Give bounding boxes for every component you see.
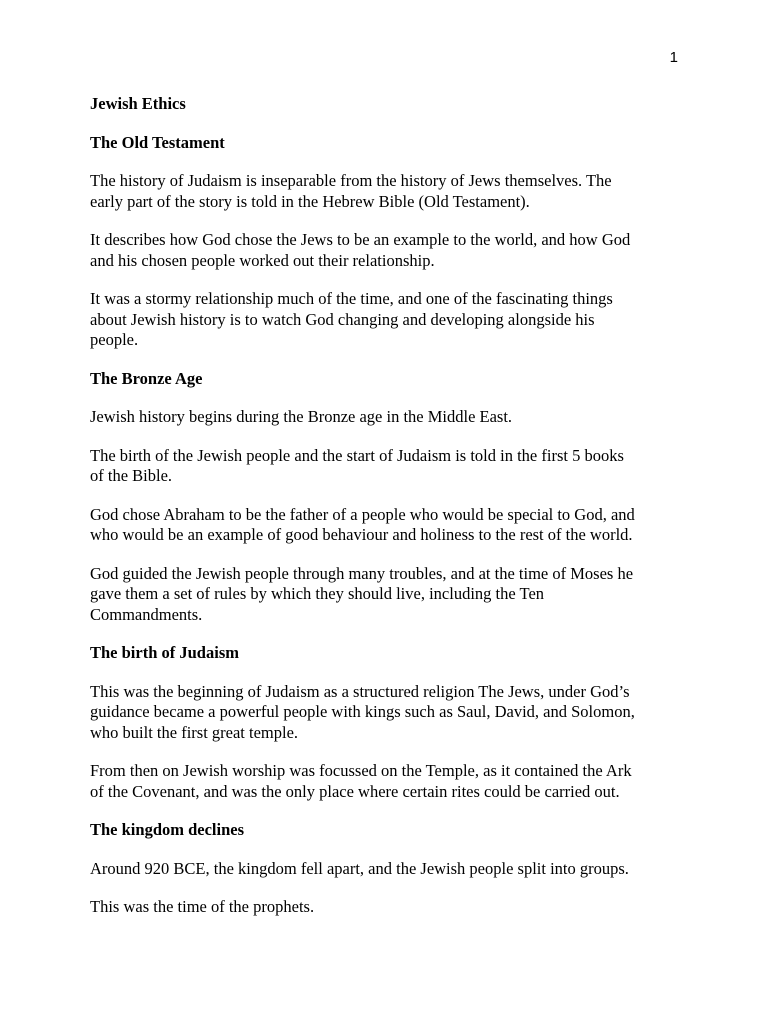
- section-heading: [90, 133, 690, 154]
- text-line: The Bronze Age: [90, 368, 203, 388]
- text-line: early part of the story is told in the Hebrew Bible (Old Testament).: [90, 191, 530, 211]
- text-line: who would be an example of good behaviour and holiness to the rest of the world.: [90, 525, 633, 544]
- text-line: This was the time of the prophets.: [90, 897, 315, 916]
- text-line: gave them a set of rules by which they should live, including the Ten: [90, 584, 545, 603]
- paragraph: [90, 682, 690, 744]
- text-line: and his chosen people worked out their relationship.: [90, 250, 435, 270]
- paragraph: [90, 564, 690, 626]
- text-line: God guided the Jewish people through many troubles, and at the time of Moses he: [90, 563, 634, 583]
- text-line: The history of Judaism is inseparable from the history of Jews themselves. The: [90, 171, 612, 190]
- text-line: Around 920 BCE, the kingdom fell apart, and the Jewish people split into groups.: [90, 858, 629, 878]
- paragraph: [90, 859, 690, 880]
- text-line: Jewish Ethics: [90, 94, 186, 113]
- text-line: who built the first great temple.: [90, 722, 299, 742]
- text-line: This was the beginning of Judaism as a structured religion The Jews, under God’s: [90, 681, 630, 701]
- paragraph: [90, 407, 690, 428]
- paragraph: [90, 171, 690, 212]
- text-line: guidance became a powerful people with kings such as Saul, David, and Solomon,: [90, 702, 635, 721]
- paragraph: [90, 897, 690, 918]
- text-line: The Old Testament: [90, 132, 225, 152]
- text-line: From then on Jewish worship was focussed on the Temple, as it contained the Ark: [90, 761, 632, 780]
- paragraph: [90, 505, 690, 546]
- section-heading: [90, 369, 690, 390]
- text-line: The kingdom declines: [90, 820, 245, 839]
- document-body: [90, 94, 690, 936]
- text-line: Jewish history begins during the Bronze age in the Middle East.: [90, 407, 513, 426]
- text-line: The birth of the Jewish people and the start of Judaism is told in the first 5 books: [90, 445, 624, 465]
- paragraph: [90, 230, 690, 271]
- text-line: Commandments.: [90, 604, 203, 624]
- text-line: of the Covenant, and was the only place where certain rites could be carried out.: [90, 781, 620, 801]
- text-line: God chose Abraham to be the father of a people who would be special to God, and: [90, 504, 635, 524]
- text-line: It was a stormy relationship much of the time, and one of the fascinating things: [90, 289, 613, 308]
- paragraph: [90, 289, 690, 351]
- text-line: It describes how God chose the Jews to be an example to the world, and how God: [90, 230, 631, 249]
- text-line: The birth of Judaism: [90, 643, 239, 662]
- page-number: 1: [669, 49, 678, 66]
- text-line: of the Bible.: [90, 466, 173, 485]
- section-heading: [90, 820, 690, 841]
- text-line: about Jewish history is to watch God changing and developing alongside his: [90, 309, 595, 329]
- section-heading: [90, 643, 690, 664]
- paragraph: [90, 446, 690, 487]
- text-line: people.: [90, 330, 139, 349]
- paragraph: [90, 761, 690, 802]
- section-heading: [90, 94, 690, 115]
